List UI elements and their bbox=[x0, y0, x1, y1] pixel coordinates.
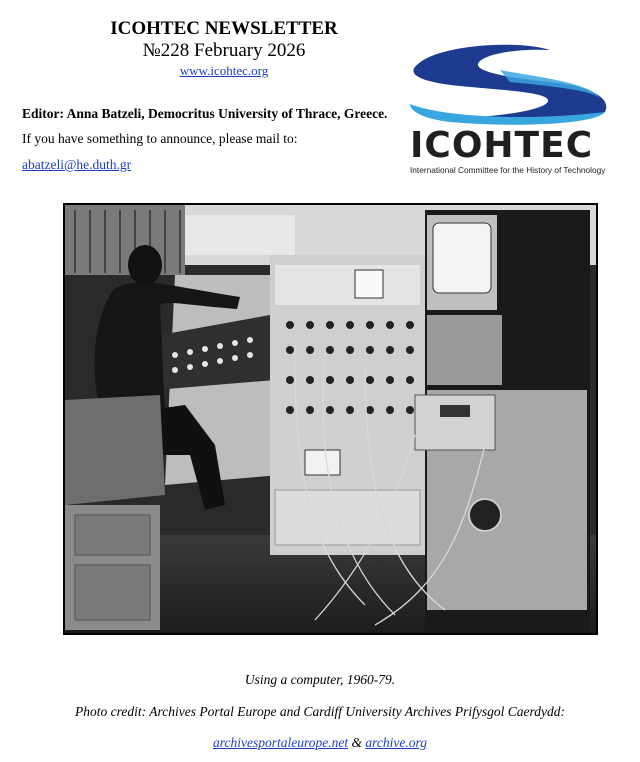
announce-text: If you have something to announce, please mail to: bbox=[22, 131, 298, 146]
credit-links bbox=[0, 735, 640, 751]
newsletter-title: ICOHTEC NEWSLETTER bbox=[110, 18, 338, 39]
photo-credit: Photo credit: Archives Portal Europe and Cardiff University Archives Prifysgol Caerdydd: bbox=[75, 704, 565, 719]
icohtec-logo bbox=[400, 42, 612, 182]
website-link[interactable]: www.icohtec.org bbox=[179, 63, 269, 78]
archive-org-link[interactable]: archive.org bbox=[365, 735, 427, 750]
logo-subtitle: International Committee for the History of Technology bbox=[410, 165, 606, 175]
editor-email-link[interactable]: abatzeli@he.duth.gr bbox=[22, 157, 132, 172]
archives-portal-link[interactable]: archivesportaleurope.net bbox=[213, 735, 349, 750]
link-separator: & bbox=[348, 735, 366, 750]
issue-number: №228 February 2026 bbox=[142, 40, 306, 61]
vintage-computer-photo-icon bbox=[65, 205, 596, 633]
swoosh-icon bbox=[400, 42, 612, 126]
newsletter-header bbox=[0, 18, 448, 80]
computer-photo bbox=[63, 203, 598, 635]
photo-caption: Using a computer, 1960-79. bbox=[244, 672, 396, 687]
editor-line: Editor: Anna Batzeli, Democritus University of Thrace, Greece. bbox=[22, 106, 388, 121]
logo-wordmark: ICOHTEC bbox=[410, 125, 594, 166]
